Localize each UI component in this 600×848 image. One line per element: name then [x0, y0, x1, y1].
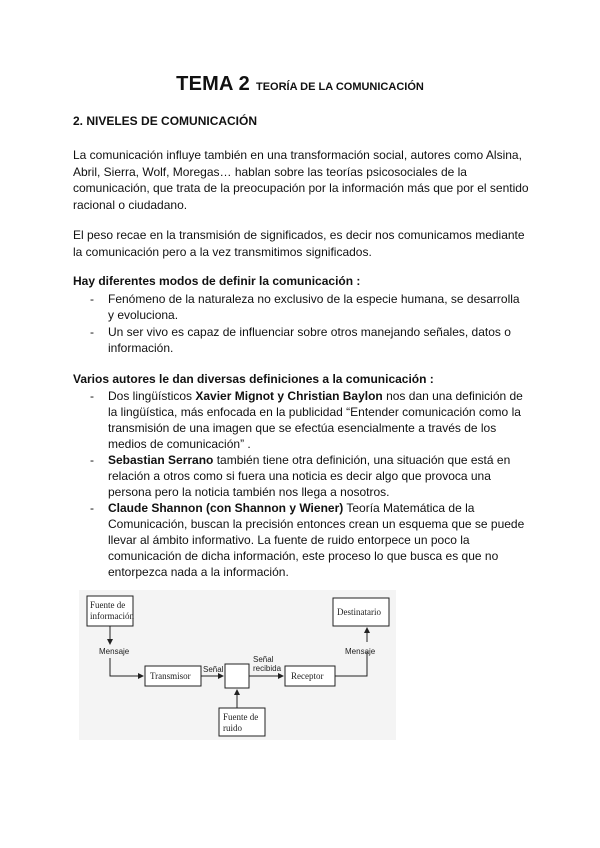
shannon-diagram: [79, 590, 396, 740]
list-item-post: también tiene otra definición, una situación que está en relación a otros como si fuera una noticia es decir algo que provoca una persona pero la noticia también nos llega a nosotros.: [108, 453, 511, 499]
channel-box: [225, 664, 249, 688]
list-item: [0, 452, 526, 500]
modos-heading: Hay diferentes modos de definir la comunicación :: [73, 274, 361, 288]
autores-heading: Varios autores le dan diversas definiciones a la comunicación :: [73, 372, 434, 386]
list-item: [0, 324, 526, 356]
source-label-1: Fuente de: [90, 600, 126, 610]
diagram-svg: [79, 590, 396, 740]
list-item-post: Teoría Matemática de la Comunicación, buscan la precisión entonces crean un esquema que se puede llevar al ámbito informativo. La fuente de ruido entorpece un poco la comunicación de dicha información, este proceso lo que busca es que no entorpezca nada a la información.: [108, 501, 525, 579]
label-senal-recibida-2: recibida: [253, 664, 282, 673]
label-mensaje-left: Mensaje: [99, 647, 130, 656]
receiver-label: Receptor: [291, 671, 324, 681]
list-item-pre: Dos lingüísticos: [108, 389, 196, 403]
autores-list: [0, 388, 526, 580]
dash-bullet: -: [90, 501, 94, 515]
label-mensaje-right: Mensaje: [345, 647, 376, 656]
modos-list: [0, 291, 526, 357]
paragraph-2: El peso recae en la transmisión de significados, es decir nos comunicamos mediante la comunicación pero a la vez transmitimos significados.: [73, 228, 525, 259]
list-item: [0, 388, 526, 452]
label-senal-recibida-1: Señal: [253, 655, 274, 664]
noise-label-1: Fuente de: [223, 712, 259, 722]
title-sub: TEORÍA DE LA COMUNICACIÓN: [255, 81, 424, 93]
list-item: [0, 500, 526, 580]
source-label-2: información: [90, 611, 134, 621]
list-item: [0, 291, 526, 323]
dash-bullet: -: [90, 292, 94, 306]
destination-label: Destinatario: [337, 607, 381, 617]
dash-bullet: -: [90, 453, 94, 467]
author-name: Claude Shannon (con Shannon y Wiener): [108, 501, 344, 515]
dash-bullet: -: [90, 389, 94, 403]
paragraph-1: La comunicación influye también en una transformación social, autores como Alsina, Abril, Sierra, Wolf, Moregas… hablan sobre las teorías psicosociales de la comunicación, que trata de la preocupación por la información más que por el sentido racional o ciudadano.: [73, 148, 529, 212]
section-heading: 2. NIVELES DE COMUNICACIÓN: [73, 114, 258, 128]
arrow-to-transmitter: [110, 658, 143, 676]
label-senal: Señal: [203, 665, 224, 674]
dash-bullet: -: [90, 325, 94, 339]
list-item-post: nos dan una definición de la lingüística, más enfocada en la publicidad “Entender comunicación como la transmisión de una imagen que se efectúa esencialmente a través de los medios de comunicación” .: [108, 389, 523, 451]
noise-label-2: ruido: [223, 723, 242, 733]
author-name: Sebastian Serrano: [108, 453, 214, 467]
page-title: [0, 73, 600, 96]
author-name: Xavier Mignot y Christian Baylon: [195, 389, 383, 403]
title-main: TEMA 2: [176, 73, 250, 95]
list-item-text: Un ser vivo es capaz de influenciar sobre otros manejando señales, datos o información.: [108, 325, 511, 355]
list-item-text: Fenómeno de la naturaleza no exclusivo de la especie humana, se desarrolla y evoluciona.: [108, 292, 520, 322]
transmitter-label: Transmisor: [150, 671, 191, 681]
